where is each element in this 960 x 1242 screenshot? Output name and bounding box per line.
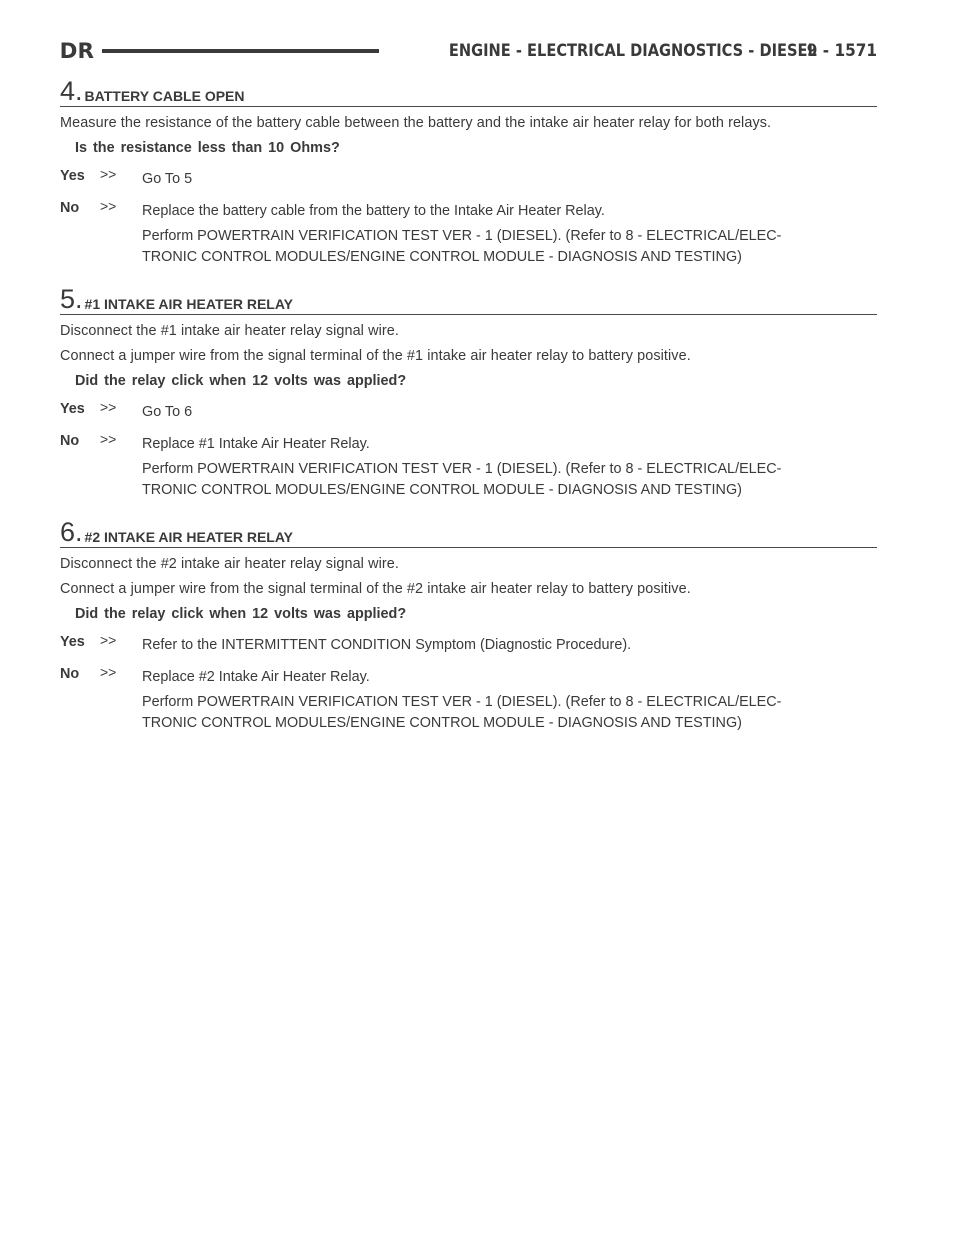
header-model-code: DR (59, 39, 94, 63)
answer-arrow: >> (100, 664, 117, 680)
answer-no (60, 198, 877, 272)
answer-yes (60, 632, 877, 660)
header-section-title: ENGINE - ELECTRICAL DIAGNOSTICS - DIESEL (449, 41, 817, 61)
step-heading (60, 286, 877, 315)
step-title: #2 INTAKE AIR HEATER RELAY (84, 529, 294, 545)
answer-label: No (60, 666, 80, 682)
step-number: 6. (60, 517, 83, 547)
answer-text (142, 166, 877, 194)
answer-arrow: >> (100, 198, 117, 214)
step-heading (60, 78, 877, 107)
step-instruction: Connect a jumper wire from the signal terminal of the #2 intake air heater relay to battery positive. (60, 581, 691, 597)
answer-line: TRONIC CONTROL MODULES/ENGINE CONTROL MODULE - DIAGNOSIS AND TESTING) (142, 249, 742, 265)
answer-label: No (60, 433, 80, 449)
step-title: BATTERY CABLE OPEN (84, 88, 245, 104)
answer-line: TRONIC CONTROL MODULES/ENGINE CONTROL MODULE - DIAGNOSIS AND TESTING) (142, 715, 742, 731)
step-question: Did the relay click when 12 volts was applied? (75, 373, 407, 389)
step-instruction: Disconnect the #1 intake air heater relay signal wire. (60, 323, 399, 339)
answer-arrow: >> (100, 431, 117, 447)
answer-text (142, 431, 877, 505)
step-title: #1 INTAKE AIR HEATER RELAY (84, 296, 294, 312)
answer-label: Yes (60, 401, 85, 417)
document-body (60, 78, 877, 752)
answer-line: Go To 5 (142, 171, 193, 187)
diagnostic-step (60, 78, 877, 272)
answer-no (60, 664, 877, 738)
answer-arrow: >> (100, 166, 117, 182)
answer-label: No (60, 200, 80, 216)
answer-line: Replace the battery cable from the battery to the Intake Air Heater Relay. (142, 203, 605, 219)
answer-yes (60, 399, 877, 427)
step-number: 5. (60, 284, 83, 314)
answer-no (60, 431, 877, 505)
header-rule (102, 49, 380, 53)
answer-text (142, 664, 877, 738)
answer-yes (60, 166, 877, 194)
answer-arrow: >> (100, 632, 117, 648)
answer-label: Yes (60, 634, 85, 650)
step-instruction: Connect a jumper wire from the signal terminal of the #1 intake air heater relay to battery positive. (60, 348, 691, 364)
answer-line: Replace #1 Intake Air Heater Relay. (142, 436, 370, 452)
step-question: Is the resistance less than 10 Ohms? (75, 140, 340, 156)
answer-line: Perform POWERTRAIN VERIFICATION TEST VER - 1 (DIESEL). (Refer to 8 - ELECTRICAL/ELEC- (142, 228, 782, 244)
answer-text (142, 632, 877, 660)
answer-line: Perform POWERTRAIN VERIFICATION TEST VER - 1 (DIESEL). (Refer to 8 - ELECTRICAL/ELEC- (142, 461, 782, 477)
answer-label: Yes (60, 168, 85, 184)
diagnostic-step (60, 519, 877, 738)
page-header (60, 36, 877, 66)
header-page-number: 9 - 1571 (806, 41, 877, 61)
answer-line: Go To 6 (142, 404, 193, 420)
answer-text (142, 399, 877, 427)
step-instruction: Disconnect the #2 intake air heater relay signal wire. (60, 556, 399, 572)
answer-line: TRONIC CONTROL MODULES/ENGINE CONTROL MODULE - DIAGNOSIS AND TESTING) (142, 482, 742, 498)
answer-line: Refer to the INTERMITTENT CONDITION Symptom (Diagnostic Procedure). (142, 637, 632, 653)
answer-arrow: >> (100, 399, 117, 415)
answer-text (142, 198, 877, 272)
step-instruction: Measure the resistance of the battery cable between the battery and the intake air heater relay for both relays. (60, 115, 772, 131)
answer-line: Perform POWERTRAIN VERIFICATION TEST VER - 1 (DIESEL). (Refer to 8 - ELECTRICAL/ELEC- (142, 694, 782, 710)
step-question: Did the relay click when 12 volts was applied? (75, 606, 407, 622)
step-heading (60, 519, 877, 548)
step-number: 4. (60, 76, 83, 106)
diagnostic-step (60, 286, 877, 505)
answer-line: Replace #2 Intake Air Heater Relay. (142, 669, 370, 685)
